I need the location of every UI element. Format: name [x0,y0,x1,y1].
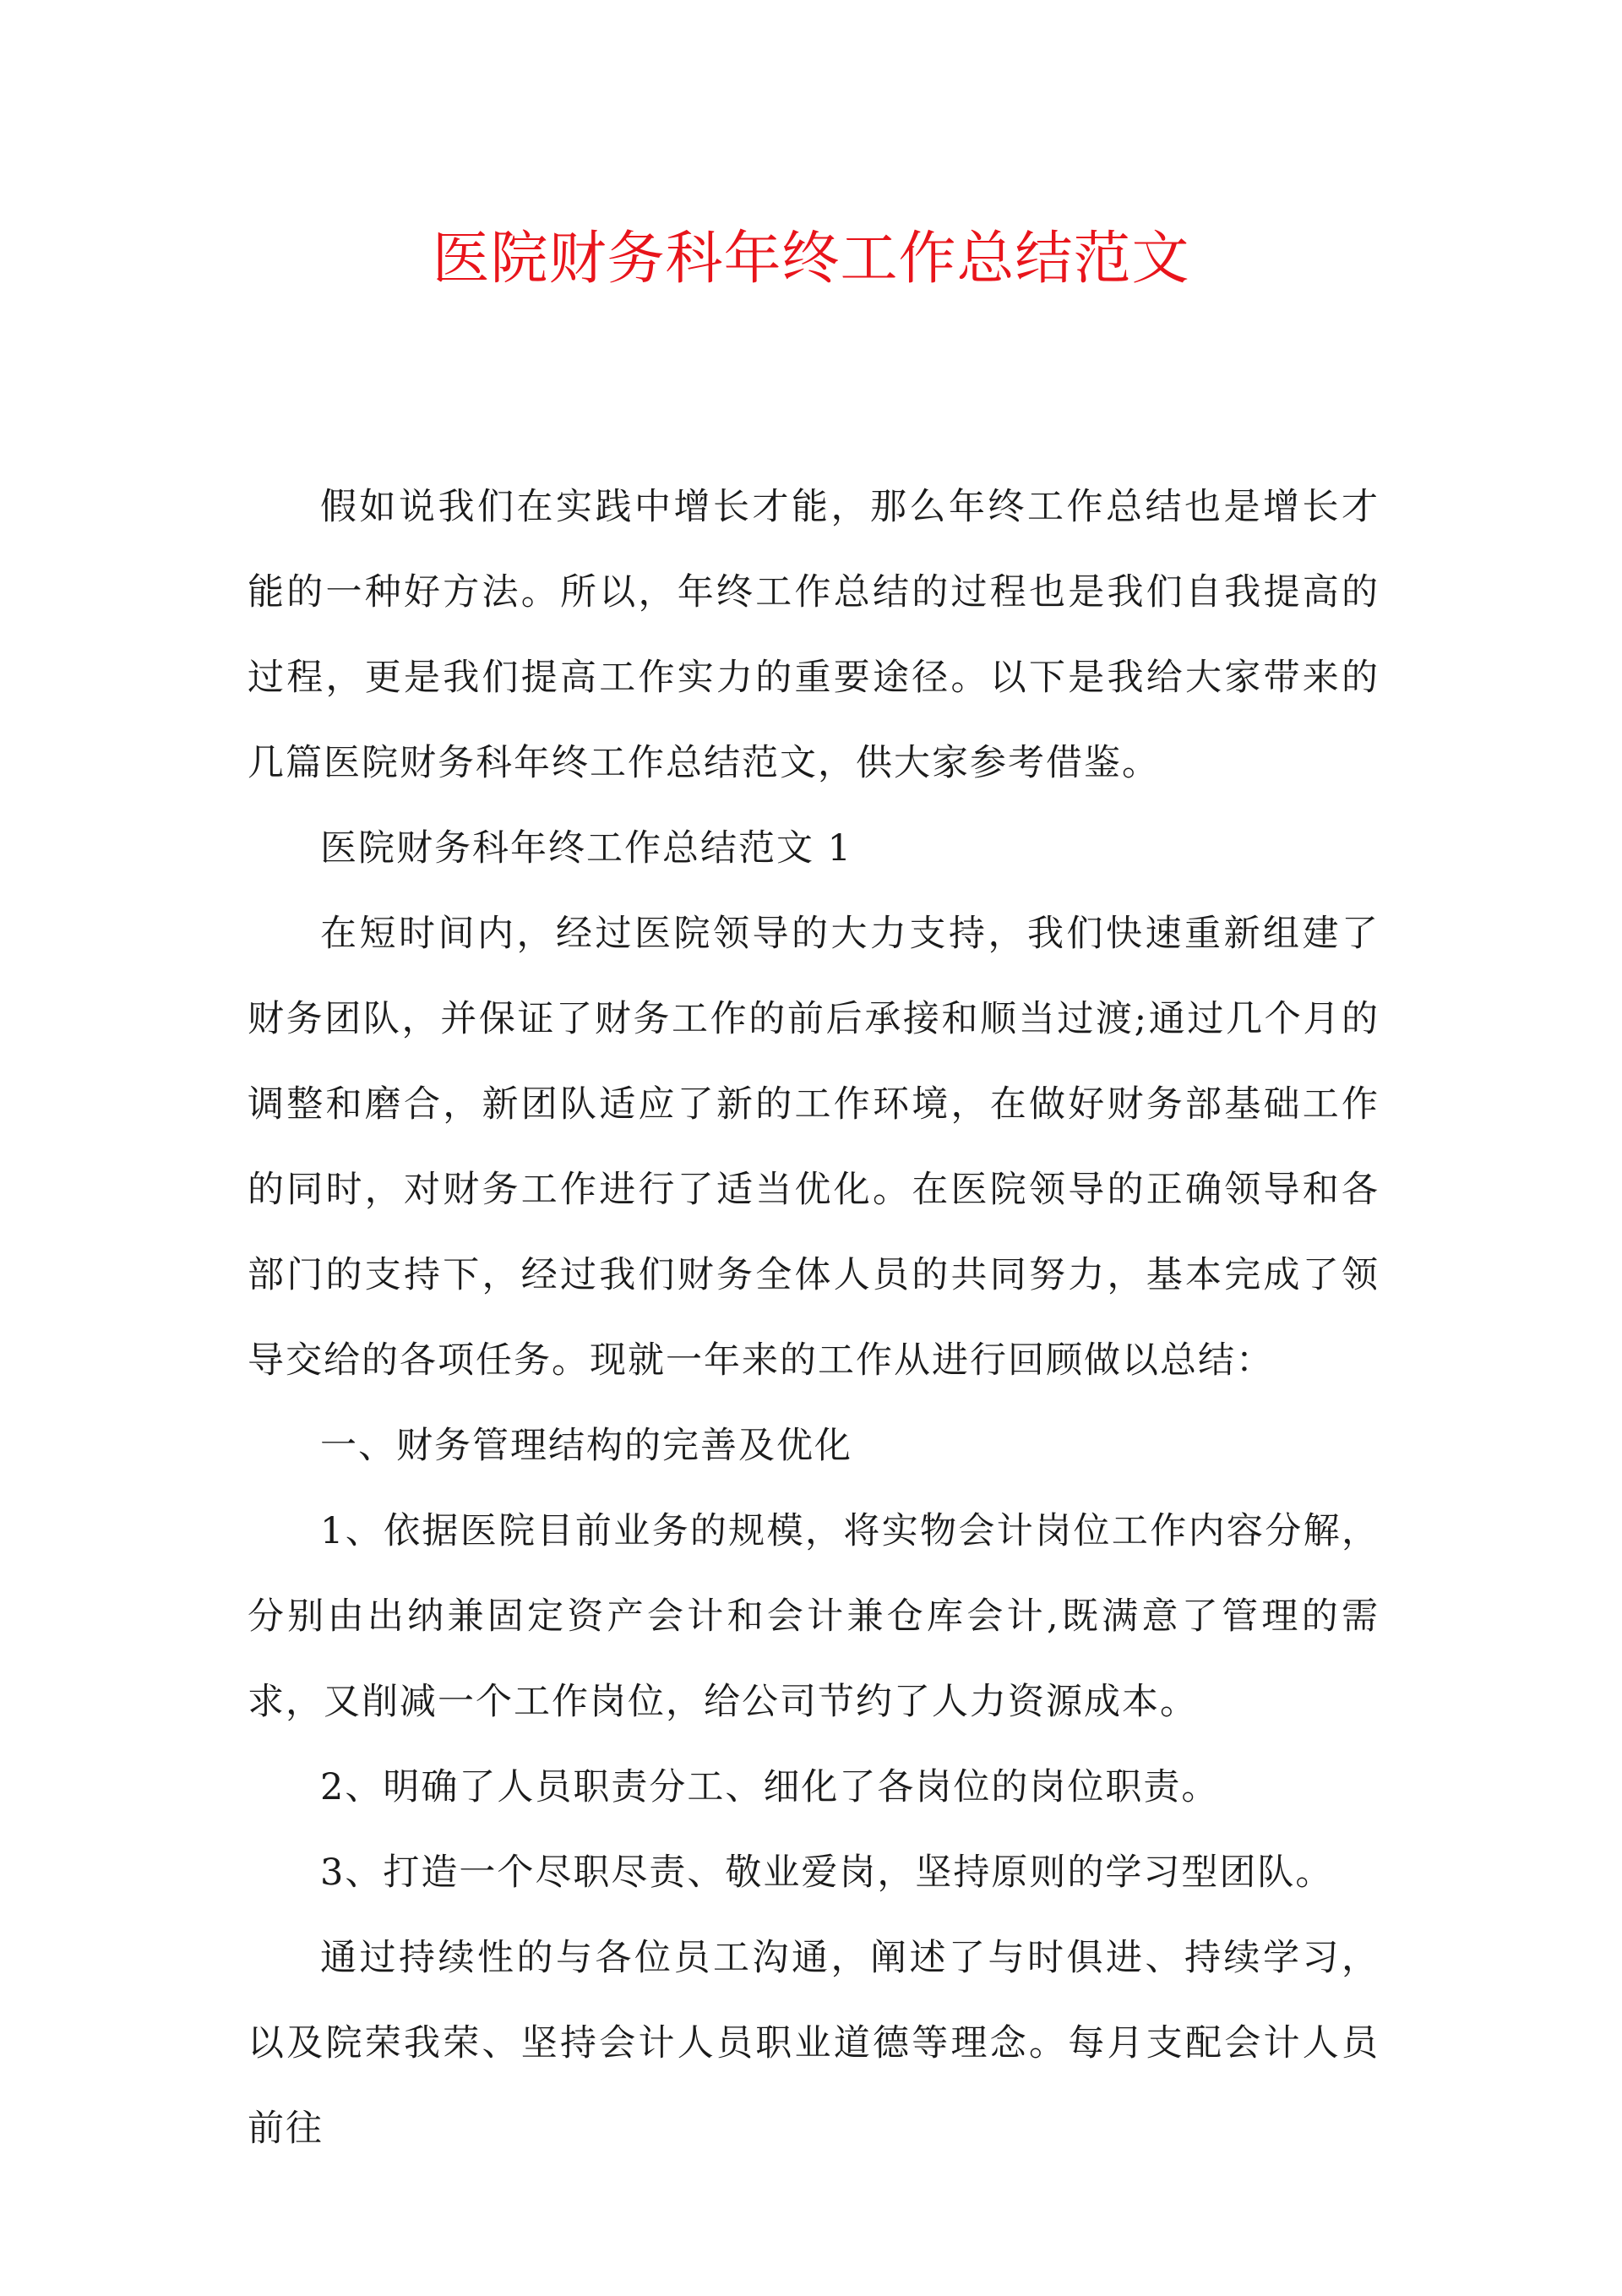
subsection-heading: 一、财务管理结构的完善及优化 [320,1425,852,1467]
list-item-paragraph: 3、打造一个尽职尽责、敬业爱岗，坚持原则的学习型团队。 [320,1852,1334,1894]
document-body [248,465,1380,2172]
section-heading: 医院财务科年终工作总结范文 1 [320,827,853,870]
intro-paragraph: 假如说我们在实践中增长才能，那么年终工作总结也是增长才能的一种好方法。所以，年终工作总结的过程也是我们自我提高的过程，更是我们提高工作实力的重要途径。以下是我给大家带来的几篇医院财务科年终工作总结范文，供大家参考借鉴。 [248,486,1380,784]
body-paragraph: 通过持续性的与各位员工沟通，阐述了与时俱进、持续学习，以及院荣我荣、坚持会计人员职业道德等理念。每月支配会计人员前往 [248,1937,1380,2150]
list-item-paragraph: 1、依据医院目前业务的规模，将实物会计岗位工作内容分解，分别由出纳兼固定资产会计和会计兼仓库会计,既满意了管理的需求，又削减一个工作岗位，给公司节约了人力资源成本。 [248,1510,1380,1723]
body-paragraph: 在短时间内，经过医院领导的大力支持，我们快速重新组建了财务团队，并保证了财务工作的前后承接和顺当过渡;通过几个月的调整和磨合，新团队适应了新的工作环境，在做好财务部基础工作的同时，对财务工作进行了适当优化。在医院领导的正确领导和各部门的支持下，经过我们财务全体人员的共同努力，基本完成了领导交给的各项任务。现就一年来的工作从进行回顾做以总结： [248,913,1380,1382]
document-title: 医院财务科年终工作总结范文 [432,226,1190,292]
list-item-paragraph: 2、明确了人员职责分工、细化了各岗位的岗位职责。 [320,1766,1220,1808]
